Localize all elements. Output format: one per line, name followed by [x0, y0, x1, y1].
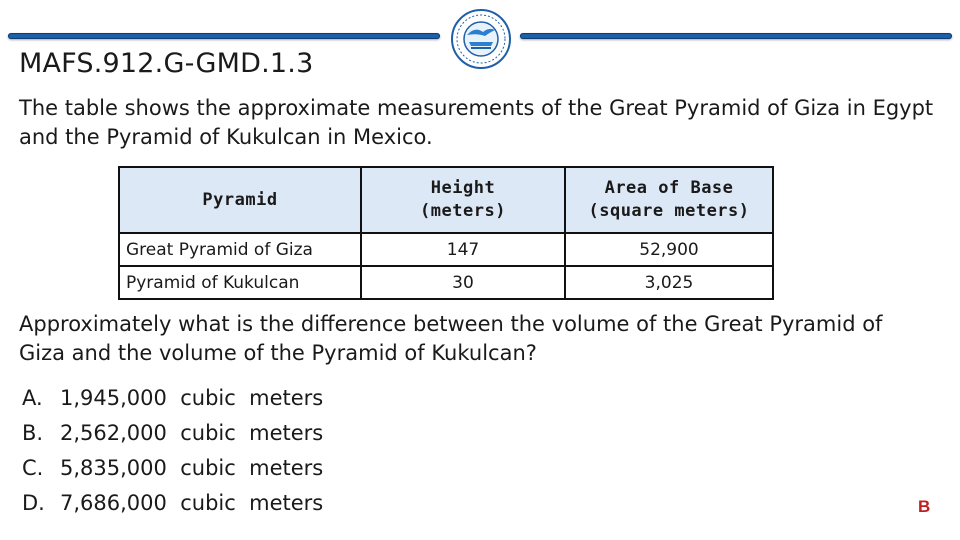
table-header-row	[119, 167, 773, 233]
school-emblem-icon	[449, 8, 513, 70]
choice-letter: D.	[22, 491, 45, 515]
cell-name: Pyramid of Kukulcan	[119, 266, 361, 299]
table-row	[119, 233, 773, 266]
cell-height: 147	[361, 233, 565, 266]
header-height: Height (meters)	[361, 167, 565, 233]
choice-d	[22, 486, 323, 521]
choice-b	[22, 416, 323, 451]
cell-area: 3,025	[565, 266, 773, 299]
answer-choices	[22, 381, 323, 521]
header-rule-right	[520, 33, 952, 39]
intro-text: The table shows the approximate measurements of the Great Pyramid of Giza in Egypt and the Pyramid of Kukulcan in Mexico.	[19, 96, 934, 149]
header-rule-left	[8, 33, 440, 39]
choice-text: 2,562,000 cubic meters	[60, 421, 324, 445]
choice-letter: C.	[22, 456, 44, 480]
question-text: Approximately what is the difference between the volume of the Great Pyramid of Giza and the volume of the Pyramid of Kukulcan?	[19, 312, 883, 365]
standard-title: MAFS.912.G-GMD.1.3	[19, 48, 314, 79]
header-area: Area of Base (square meters)	[565, 167, 773, 233]
cell-name: Great Pyramid of Giza	[119, 233, 361, 266]
answer-key: B	[918, 497, 931, 516]
header-pyramid: Pyramid	[119, 167, 361, 233]
cell-height: 30	[361, 266, 565, 299]
choice-text: 1,945,000 cubic meters	[60, 386, 324, 410]
cell-area: 52,900	[565, 233, 773, 266]
choice-c	[22, 451, 323, 486]
choice-text: 7,686,000 cubic meters	[60, 491, 324, 515]
choice-letter: B.	[22, 421, 44, 445]
choice-letter: A.	[22, 386, 43, 410]
choice-a	[22, 381, 323, 416]
table-row	[119, 266, 773, 299]
measurements-table	[118, 166, 774, 300]
choice-text: 5,835,000 cubic meters	[60, 456, 324, 480]
